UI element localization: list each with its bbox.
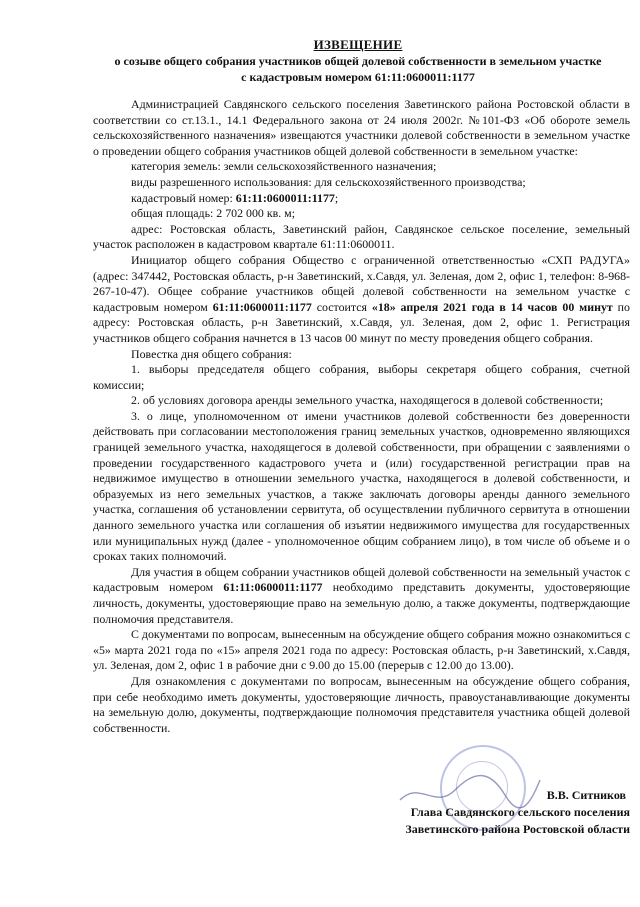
initiator-text-c: по адресу: Ростовская область, р-н Заветинский, х.Савдя, ул. Зеленая, дом 2, офис 1. Регистрация участников общего собрания начнется в 13 часов 00 минут по месту проведения общего собрания. bbox=[93, 299, 630, 345]
permitted-use: виды разрешенного использования: для сельскохозяйственного производства; bbox=[131, 174, 526, 189]
signatory-position-line-1: Глава Савдянского сельского поселения bbox=[410, 805, 630, 819]
signatory-position-line-2: Заветинского района Ростовской области bbox=[405, 822, 630, 836]
total-area: общая площадь: 2 702 000 кв. м; bbox=[131, 206, 295, 221]
notice-subtitle-line-2: с кадастровым номером 61:11:0600011:1177 bbox=[241, 70, 475, 84]
participation-text-a: Для участия в общем собрании участников общей долевой собственности на земельный участок с кадастровым номером bbox=[93, 564, 630, 595]
participation-cadastral-number: 61:11:0600011:1177 bbox=[223, 580, 323, 595]
documents-period-paragraph: С документами по вопросам, вынесенным на обсуждение общего собрания можно ознакомиться с «5» марта 2021 года по «15» апреля 2021 года по адресу: Ростовская область, р-н Заветинский, х.Савдя, ул. Зеленая, дом 2, офис 1 в рабочие дни с 9.00 до 15.00 (перерыв с 12.00 до 13.00). bbox=[93, 627, 630, 673]
notice-body bbox=[93, 97, 630, 736]
participation-paragraph bbox=[93, 565, 630, 627]
notice-header bbox=[88, 37, 628, 85]
intro-paragraph: Администрацией Савдянского сельского поселения Заветинского района Ростовской области в соответствии со ст.13.1., 14.1 Федерального закона от 24 июля 2002г. №101-ФЗ «Об обороте земель сельскохозяйственного назначения» извещаются участники долевой собственности в земельном участке о проведении общего собрания участников общей долевой собственности в земельном участке: bbox=[93, 97, 630, 158]
initiator-cadastral-number: 61:11:0600011:1177 bbox=[212, 299, 312, 314]
land-category: категория земель: земли сельскохозяйственного назначения; bbox=[131, 159, 437, 174]
signature-block bbox=[405, 787, 630, 838]
address-paragraph: адрес: Ростовская область, Заветинский район, Савдянское сельское поселение, земельный участок расположен в кадастровом квартале 61:11:0600011. bbox=[93, 221, 630, 252]
notice-subtitle-line-1: о созыве общего собрания участников общей долевой собственности в земельном участке bbox=[114, 54, 602, 68]
agenda-item-2: 2. об условиях договора аренды земельного участка, находящегося в долевой собственности; bbox=[131, 393, 604, 408]
cadastral-end: ; bbox=[334, 190, 339, 205]
agenda-item-1: 1. выборы председателя общего собрания, выборы секретаря общего собрания, счетной комиссии; bbox=[93, 362, 630, 392]
initiator-text-a: Инициатор общего собрания Общество с ограниченной ответственностью «СХП РАДУГА» (адрес: 347442, Ростовская область, р-н Заветинский, х.Савдя, ул. Зеленая, дом 2, офис 1, телефон: 8-968-267-10-47). Общее собрание участников общей долевой собственности на земельном участке с кадастровым номером bbox=[93, 252, 630, 314]
cadastral-number-line bbox=[93, 191, 630, 207]
cadastral-label: кадастровый номер: bbox=[131, 190, 236, 205]
cadastral-number: 61:11:0600011:1177 bbox=[235, 190, 335, 205]
agenda-item-3: 3. о лице, уполномоченном от имени участников долевой собственности без доверенности действовать при согласовании местоположения границ земельных участков, одновременно являющихся границей земельного участка, находящегося в долевой собственности, при обращении с заявлениями о проведении государственного кадастрового учета и (или) государственной регистрации прав на недвижимое имущество в отношении земельного участка, находящегося в долевой собственности, и образуемых из него земельных участков, а также заключать договоры аренды данного земельного участка, соглашения об установлении сервитута, об осуществлении публичного сервитута в отношении данного земельного участка или соглашения об изъятии недвижимого имущества для государственных или муниципальных нужд (далее - уполномоченное общим собранием лицо), в том числе об объеме и о сроках таких полномочий. bbox=[93, 408, 630, 564]
agenda-heading: Повестка дня общего собрания: bbox=[131, 346, 292, 361]
initiator-paragraph bbox=[93, 253, 630, 347]
initiator-text-b: состоится bbox=[311, 299, 372, 314]
participation-text-b: необходимо представить документы, удостоверяющие личность, документы, удостоверяющие право на земельную долю, а также документы, подтверждающие полномочия представителя. bbox=[93, 580, 630, 626]
meeting-date: «18» апреля 2021 года в 14 часов 00 минут bbox=[371, 299, 613, 314]
documents-required-paragraph: Для ознакомления с документами по вопросам, вынесенным на обсуждение общего собрания, при себе необходимо иметь документы, удостоверяющие личность, правоустанавливающие документы на земельную долю, документы, подтверждающие полномочия представителя участника общей долевой собственности. bbox=[93, 673, 630, 735]
signatory-name: В.В. Ситников bbox=[546, 788, 626, 802]
notice-title: ИЗВЕЩЕНИЕ bbox=[313, 37, 403, 52]
